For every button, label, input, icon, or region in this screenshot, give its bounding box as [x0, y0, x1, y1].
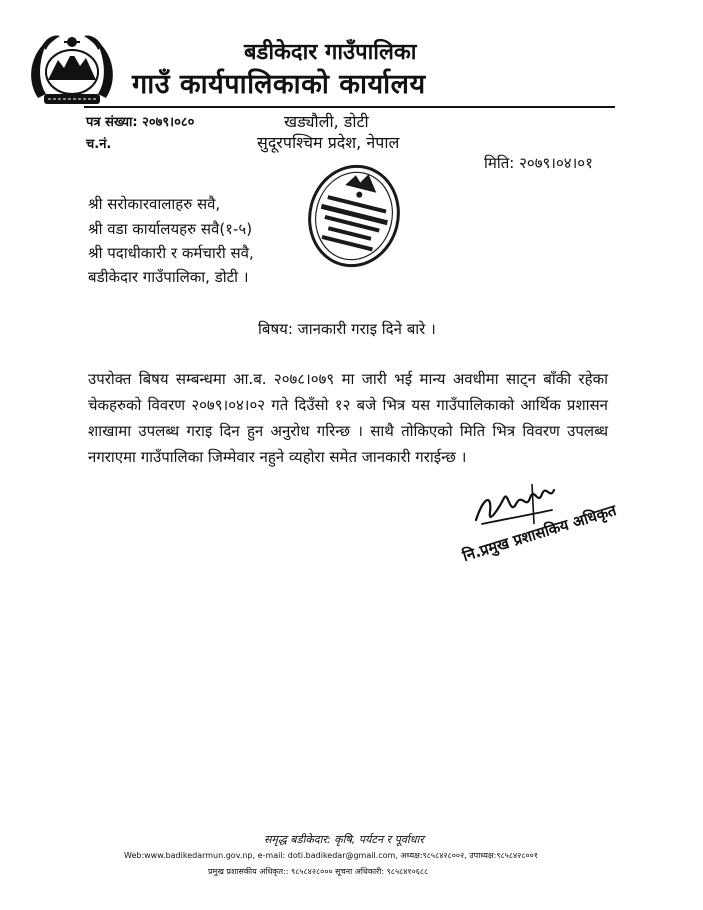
signatory-designation: नि.प्रमुख प्रशासकिय अधिकृत [460, 501, 619, 566]
addressee-line: बडीकेदार गाउँपालिका, डोटी । [88, 268, 249, 286]
letter-date: मिति: २०७९।०४।०१ [484, 154, 593, 172]
letter-subject: बिषय: जानकारी गराइ दिने बारे । [258, 320, 436, 338]
org-name: बडीकेदार गाउँपालिका [244, 40, 417, 65]
office-province: सुदूरपश्चिम प्रदेश, नेपाल [257, 133, 400, 152]
addressee-line: श्री सरोकारवालाहरु सवै, [88, 195, 221, 213]
letter-body: उपरोक्त बिषय सम्बन्धमा आ.ब. २०७८।०७९ मा जारी भई मान्य अवधीमा साट्न बाँकी रहेका चेकहरुको विवरण २०७९।०४।०२ गते दिउँसो १२ बजे भित्र यस गाउँपालिकाको आर्थिक प्रशासन शाखामा उपलब्ध गराइ दिन हुन अनुरोध गरिन्छ । साथै तोकिएको मिति भित्र विवरण उपलब्ध नगराएमा गाउँपालिका जिम्मेवार नहुने व्यहोरा समेत जानकारी गराईन्छ । [88, 370, 608, 466]
footer-officers-line: प्रमुख प्रशासकीय अधिकृत:: ९८५८४२८००० सूचना अधिकारी: ९८५८४१०६८८ [208, 867, 429, 876]
office-name: गाउँ कार्यपालिकाको कार्यालय [132, 69, 426, 100]
office-seal-stamp-icon [302, 158, 406, 274]
government-emblem-icon [24, 28, 120, 112]
header-divider [84, 106, 615, 108]
office-location: खड्यौली, डोटी [284, 112, 369, 131]
dispatch-number: च.नं. [86, 137, 112, 152]
addressee-line: श्री वडा कार्यालयहरु सवै(१-५) [88, 220, 253, 238]
addressee-line: श्री पदाधीकारी र कर्मचारी सवै, [88, 244, 254, 262]
reference-number: पत्र संख्या: २०७९।०८० [86, 115, 195, 130]
footer-motto: समृद्ध बडीकेदार: कृषि, पर्यटन र पूर्वाधार [264, 833, 424, 846]
footer-contact-line: Web:www.badikedarmun.gov.np, e-mail: doti.badikedar@gmail.com, अध्यक्ष:९८५८४२८००२, उपाध्यक्ष:९८५८४२८००१ [124, 851, 538, 860]
